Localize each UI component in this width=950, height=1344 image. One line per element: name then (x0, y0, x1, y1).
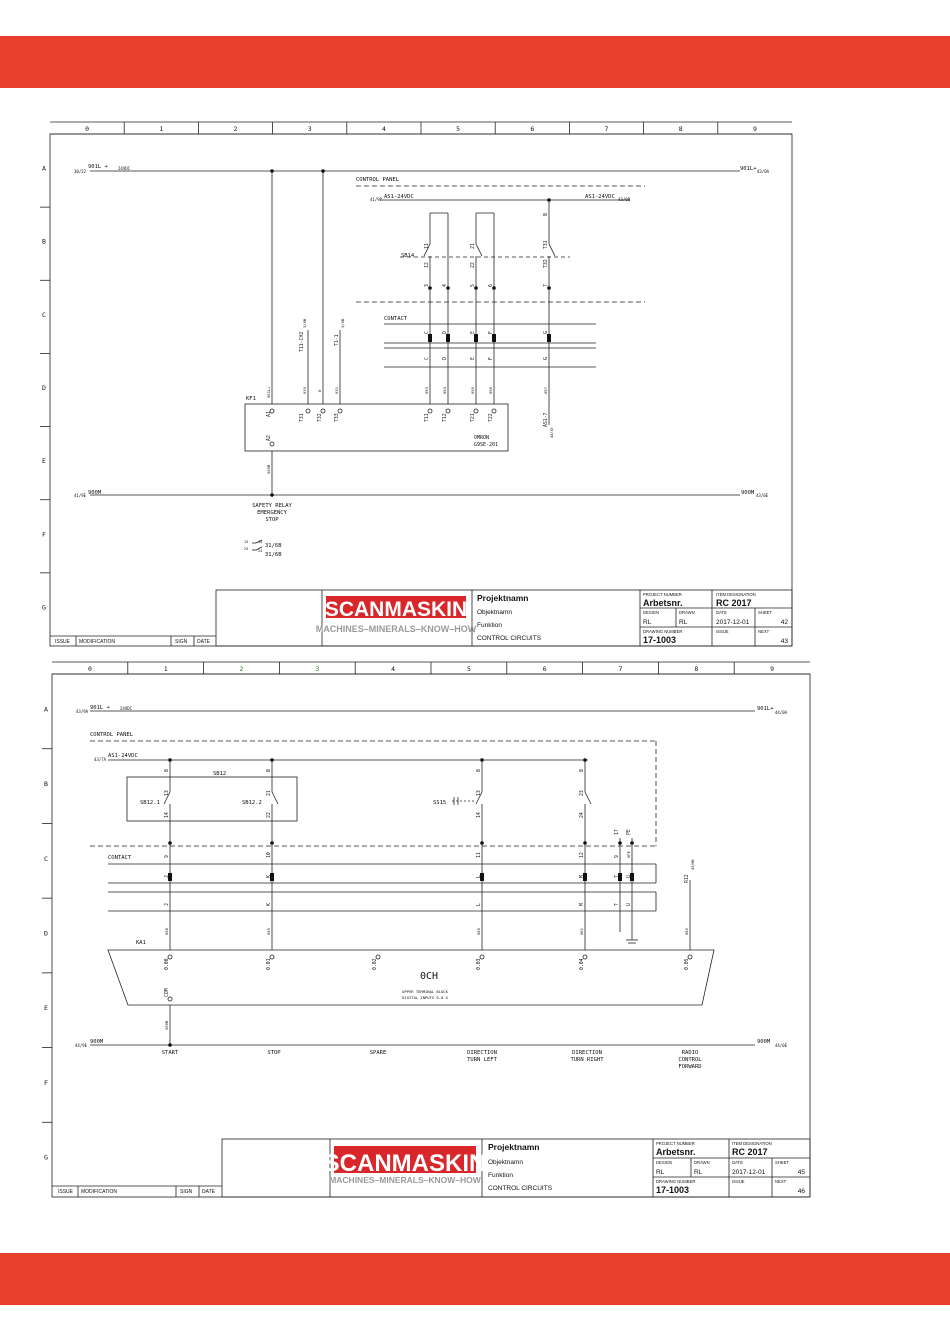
svg-text:ITEM DESIGNATION: ITEM DESIGNATION (732, 1141, 772, 1146)
svg-text:10: 10 (267, 852, 272, 858)
svg-text:901L+: 901L+ (740, 166, 757, 172)
svg-text:DIRECTION: DIRECTION (572, 1050, 602, 1056)
sheet2-tagline: MACHINES–MINERALS–KNOW–HOW (329, 1175, 481, 1185)
svg-text:E: E (471, 331, 476, 334)
sheet1-col-4: 4 (381, 125, 386, 133)
svg-text:C: C (425, 331, 430, 334)
svg-text:D: D (443, 331, 448, 334)
svg-text:ISSUE: ISSUE (716, 629, 729, 634)
svg-text:PROJECT NUMBER: PROJECT NUMBER (643, 592, 682, 597)
svg-text:0.04: 0.04 (580, 958, 585, 970)
svg-text:R12: R12 (685, 874, 690, 883)
svg-text:SPARE: SPARE (369, 1050, 387, 1056)
sheet2-col-0: 0 (87, 665, 92, 673)
sheet1-row-C: C (42, 310, 46, 319)
svg-text:C: C (425, 357, 430, 360)
svg-text:0CH: 0CH (420, 971, 439, 982)
svg-text:31/6B: 31/6B (265, 543, 282, 549)
svg-text:MODIFICATION: MODIFICATION (79, 639, 116, 645)
svg-text:T11-CH2: T11-CH2 (300, 331, 305, 352)
svg-text:9: 9 (165, 855, 170, 858)
svg-text:062: 062 (684, 928, 689, 935)
svg-text:24VDC: 24VDC (118, 166, 131, 171)
sheet1-col-2: 2 (233, 125, 238, 133)
svg-text:8: 8 (580, 769, 585, 772)
svg-text:L: L (477, 875, 482, 878)
svg-text:0.05: 0.05 (685, 958, 690, 970)
svg-text:0PE: 0PE (626, 851, 631, 858)
svg-text:ISSUE: ISSUE (55, 639, 71, 645)
sheet2-col-2: 2 (239, 665, 244, 673)
svg-text:STOP: STOP (265, 517, 279, 523)
sheet1-frame (50, 134, 792, 646)
svg-text:M: M (580, 903, 585, 906)
svg-text:13: 13 (477, 790, 482, 796)
svg-text:45/0B: 45/0B (691, 859, 695, 870)
sheet1-col-8: 8 (678, 125, 683, 133)
svg-text:NEXT: NEXT (775, 1179, 787, 1184)
svg-text:17: 17 (615, 829, 620, 835)
sheet2-row-E: E (44, 1004, 48, 1013)
svg-text:11: 11 (425, 243, 430, 249)
svg-text:4: 4 (443, 284, 448, 287)
svg-text:DIRECTION: DIRECTION (467, 1050, 497, 1056)
svg-text:CONTROL: CONTROL (678, 1057, 702, 1063)
svg-text:12: 12 (425, 262, 430, 268)
sheet2-row-D: D (44, 929, 48, 938)
svg-text:RADIO: RADIO (681, 1050, 699, 1056)
svg-text:30/22: 30/22 (74, 169, 87, 174)
svg-text:900M: 900M (741, 490, 755, 496)
svg-text:Funktion: Funktion (488, 1172, 513, 1179)
svg-text:K: K (267, 903, 272, 906)
sheet2-row-C: C (44, 854, 48, 863)
svg-text:J: J (165, 903, 170, 906)
svg-text:CONTACT: CONTACT (108, 855, 132, 861)
sheet1-col-6: 6 (530, 125, 535, 133)
svg-text:DATE: DATE (197, 639, 210, 645)
svg-text:3: 3 (425, 284, 430, 287)
svg-text:CONTROL CIRCUITS: CONTROL CIRCUITS (477, 635, 542, 642)
svg-text:T: T (615, 903, 620, 906)
sheet2-junctions (168, 758, 634, 1047)
svg-text:T22: T22 (489, 413, 494, 422)
svg-text:T32: T32 (544, 259, 549, 268)
svg-text:14: 14 (165, 812, 170, 818)
svg-text:DATE: DATE (716, 610, 727, 615)
svg-text:SB12.2: SB12.2 (242, 800, 262, 806)
svg-text:RL: RL (679, 619, 688, 626)
svg-text:F: F (489, 357, 494, 360)
svg-text:DATE: DATE (202, 1189, 215, 1195)
svg-text:Projektnamn: Projektnamn (477, 593, 529, 603)
svg-text:44/0E: 44/0E (775, 1043, 788, 1048)
svg-text:055: 055 (470, 387, 475, 394)
svg-text:43/7A: 43/7A (94, 757, 107, 762)
svg-text:039: 039 (302, 387, 307, 394)
svg-text:21: 21 (267, 790, 272, 796)
sheet2-row-A: A (44, 705, 48, 714)
sheet1-row-A: A (42, 164, 46, 173)
svg-text:057: 057 (543, 387, 548, 394)
svg-text:17-1003: 17-1003 (656, 1185, 690, 1195)
svg-text:058: 058 (164, 928, 169, 935)
svg-text:Arbetsnr.: Arbetsnr. (656, 1147, 696, 1157)
svg-text:056: 056 (488, 387, 493, 394)
svg-text:24: 24 (580, 812, 585, 818)
svg-text:901L+: 901L+ (757, 706, 774, 712)
svg-text:CONTROL PANEL: CONTROL PANEL (356, 177, 400, 183)
svg-text:24: 24 (258, 549, 263, 553)
svg-text:MODIFICATION: MODIFICATION (81, 1189, 118, 1195)
sheet2-col-7: 7 (618, 665, 623, 673)
svg-text:031: 031 (334, 387, 339, 394)
svg-text:SIGN: SIGN (180, 1189, 193, 1195)
svg-text:ITEM DESIGNATION: ITEM DESIGNATION (716, 592, 756, 597)
svg-text:Objektnamn: Objektnamn (488, 1159, 524, 1166)
svg-text:900M: 900M (164, 1020, 169, 1030)
svg-text:Projektnamn: Projektnamn (488, 1142, 540, 1152)
sheet1-col-9: 9 (752, 125, 757, 133)
svg-text:13: 13 (165, 790, 170, 796)
svg-text:T1-1: T1-1 (335, 334, 340, 346)
sheet2-row-F: F (44, 1078, 48, 1087)
svg-text:12: 12 (580, 852, 585, 858)
svg-text:23: 23 (580, 790, 585, 796)
svg-text:0.03: 0.03 (477, 958, 482, 970)
sheet1-col-0: 0 (85, 125, 90, 133)
svg-text:M: M (580, 875, 585, 878)
svg-text:21: 21 (471, 243, 476, 249)
svg-text:44/9E: 44/9E (75, 1043, 88, 1048)
sheet2-col-1: 1 (163, 665, 168, 673)
svg-text:DRAWING NUMBER: DRAWING NUMBER (656, 1179, 696, 1184)
svg-text:AS1-24VDC: AS1-24VDC (585, 194, 615, 200)
svg-text:901L +: 901L + (90, 705, 110, 711)
svg-text:E: E (471, 357, 476, 360)
svg-text:AS1-7: AS1-7 (544, 412, 549, 427)
svg-text:G9SE-201: G9SE-201 (474, 442, 499, 448)
svg-text:AS1-24VDC: AS1-24VDC (108, 753, 138, 759)
svg-text:STOP: STOP (267, 1050, 281, 1056)
svg-text:Arbetsnr.: Arbetsnr. (643, 598, 683, 608)
svg-text:46: 46 (797, 1188, 805, 1195)
svg-text:L: L (477, 903, 482, 906)
svg-text:FORWARD: FORWARD (678, 1064, 702, 1070)
sheet2-logo: SCANMASKIN (323, 1150, 487, 1177)
svg-text:T12: T12 (443, 413, 448, 422)
svg-text:22: 22 (471, 262, 476, 268)
svg-text:900M: 900M (757, 1039, 771, 1045)
svg-text:TURN RIGHT: TURN RIGHT (570, 1057, 604, 1063)
svg-text:RL: RL (656, 1169, 665, 1176)
svg-text:DESIGN: DESIGN (643, 610, 660, 615)
svg-text:24VDC: 24VDC (120, 706, 133, 711)
svg-text:901L +: 901L + (88, 164, 108, 170)
svg-text:DRAWN: DRAWN (694, 1160, 710, 1165)
sheet2-col-8: 8 (694, 665, 699, 673)
svg-text:G: G (544, 331, 549, 334)
svg-text:T33: T33 (335, 413, 340, 422)
svg-text:44/0A: 44/0A (775, 710, 788, 715)
svg-text:2017-12-01: 2017-12-01 (732, 1169, 766, 1176)
svg-text:2017-12-01: 2017-12-01 (716, 619, 750, 626)
svg-text:900M: 900M (90, 1039, 104, 1045)
svg-text:DATE: DATE (732, 1160, 743, 1165)
svg-text:D: D (443, 357, 448, 360)
svg-text:22: 22 (267, 812, 272, 818)
svg-text:7: 7 (544, 284, 549, 287)
sheet1-labels (74, 164, 770, 558)
sheet-2 (42, 662, 810, 1197)
sheet2-row-G: G (44, 1153, 48, 1162)
svg-text:OMRON: OMRON (474, 435, 490, 441)
svg-text:SB12: SB12 (213, 771, 227, 777)
svg-text:43/0A: 43/0A (757, 169, 770, 174)
svg-text:43/9A: 43/9A (76, 709, 89, 714)
svg-text:8: 8 (267, 769, 272, 772)
svg-text:T32: T32 (318, 413, 323, 422)
svg-text:SHEET: SHEET (758, 610, 772, 615)
svg-text:TURN LEFT: TURN LEFT (467, 1057, 497, 1063)
svg-text:A2: A2 (267, 435, 272, 441)
svg-text:0.02: 0.02 (373, 958, 378, 970)
svg-text:8: 8 (477, 769, 482, 772)
sheet2-row-B: B (44, 780, 48, 789)
svg-text:8: 8 (317, 389, 322, 392)
svg-text:DESIGN: DESIGN (656, 1160, 673, 1165)
svg-text:41/9B: 41/9B (370, 197, 383, 202)
svg-text:ISSUE: ISSUE (58, 1189, 74, 1195)
sheet1-row-D: D (42, 384, 46, 392)
svg-text:Funktion: Funktion (477, 622, 502, 629)
svg-text:3/0B: 3/0B (302, 318, 307, 328)
sheet1-col-1: 1 (159, 125, 164, 133)
sheet1-col-5: 5 (456, 125, 461, 133)
svg-text:UPPER TERMINAL BLOCK: UPPER TERMINAL BLOCK (402, 989, 448, 994)
svg-text:0.00: 0.00 (165, 958, 170, 970)
svg-text:COM: COM (165, 988, 170, 997)
svg-text:START: START (161, 1050, 179, 1056)
svg-text:901L+: 901L+ (266, 386, 271, 398)
sheet1-junctions (270, 169, 551, 497)
svg-text:PROJECT NUMBER: PROJECT NUMBER (656, 1141, 695, 1146)
svg-text:11: 11 (477, 852, 482, 858)
sheet2-col-9: 9 (770, 665, 775, 673)
sheet1-row-F: F (42, 530, 46, 539)
svg-text:900M: 900M (88, 490, 102, 496)
svg-text:T: T (615, 875, 620, 878)
svg-text:SHEET: SHEET (775, 1160, 789, 1165)
svg-text:DRAWING NUMBER: DRAWING NUMBER (643, 629, 683, 634)
svg-text:SAFETY RELAY: SAFETY RELAY (252, 503, 292, 509)
svg-text:CONTACT: CONTACT (384, 316, 408, 322)
svg-text:U: U (627, 903, 632, 906)
svg-text:KA1: KA1 (136, 940, 146, 946)
svg-text:CONTROL CIRCUITS: CONTROL CIRCUITS (488, 1185, 553, 1192)
sheet1-logo: SCANMASKIN (324, 598, 468, 621)
svg-text:K: K (267, 875, 272, 878)
svg-text:0.01: 0.01 (267, 958, 272, 970)
svg-text:45: 45 (797, 1169, 805, 1176)
svg-text:KF1: KF1 (246, 396, 256, 402)
svg-text:059: 059 (266, 928, 271, 935)
svg-text:A1: A1 (267, 411, 272, 417)
kf1-relay-box (245, 404, 508, 451)
svg-text:17-1003: 17-1003 (643, 635, 677, 645)
svg-text:054: 054 (442, 387, 447, 394)
svg-text:053: 053 (424, 387, 429, 394)
sheet1-row-E: E (42, 457, 46, 466)
svg-text:43/0B: 43/0B (618, 197, 631, 202)
svg-text:U: U (627, 875, 632, 878)
svg-text:T21: T21 (471, 413, 476, 422)
svg-text:DRAWN: DRAWN (679, 610, 695, 615)
svg-text:3/0B: 3/0B (340, 318, 345, 328)
sheet1-col-7: 7 (604, 125, 609, 133)
svg-text:44/3E: 44/3E (550, 427, 554, 438)
svg-text:CONTROL PANEL: CONTROL PANEL (90, 732, 134, 738)
svg-text:9: 9 (615, 855, 620, 858)
svg-text:T31: T31 (300, 413, 305, 422)
sheet1-col-3: 3 (307, 125, 312, 133)
svg-text:NEXT: NEXT (758, 629, 770, 634)
sheet2-col-5: 5 (466, 665, 471, 673)
sheet1-row-B: B (42, 237, 46, 246)
svg-text:ISSUE: ISSUE (732, 1179, 745, 1184)
svg-text:PE: PE (627, 829, 632, 835)
svg-text:J: J (165, 875, 170, 878)
svg-text:SIGN: SIGN (175, 639, 188, 645)
svg-text:F: F (489, 331, 494, 334)
svg-text:43/0E: 43/0E (756, 493, 769, 498)
svg-text:SS15: SS15 (433, 800, 447, 806)
svg-text:EMERGENCY: EMERGENCY (257, 510, 287, 516)
svg-text:31/6B: 31/6B (265, 552, 282, 558)
svg-text:43: 43 (780, 638, 788, 645)
svg-text:061: 061 (579, 928, 584, 935)
svg-text:8: 8 (544, 213, 549, 216)
svg-text:Objektnamn: Objektnamn (477, 609, 513, 616)
svg-text:T11: T11 (425, 413, 430, 422)
svg-text:RC 2017: RC 2017 (716, 598, 752, 608)
svg-text:13: 13 (244, 540, 249, 544)
svg-text:T31: T31 (544, 240, 549, 249)
svg-text:RC 2017: RC 2017 (732, 1147, 768, 1157)
svg-text:41/9E: 41/9E (74, 493, 87, 498)
sheet1-row-G: G (42, 603, 46, 612)
svg-text:RL: RL (643, 619, 652, 626)
svg-text:AS1-24VDC: AS1-24VDC (384, 194, 414, 200)
svg-text:23: 23 (244, 547, 249, 551)
sheet2-col-3: 3 (315, 665, 320, 673)
svg-text:060: 060 (476, 928, 481, 935)
svg-text:8: 8 (165, 769, 170, 772)
sheet2-row-letters (44, 705, 48, 1161)
svg-text:14: 14 (258, 540, 263, 544)
svg-text:5: 5 (471, 284, 476, 287)
svg-text:RL: RL (694, 1169, 703, 1176)
svg-text:G: G (544, 357, 549, 360)
svg-text:14: 14 (477, 812, 482, 818)
sheet2-col-6: 6 (542, 665, 547, 673)
sheet-1 (40, 122, 792, 646)
sheet1-row-letters (42, 165, 46, 612)
svg-text:900M: 900M (266, 464, 271, 474)
svg-text:DIGITAL INPUTS 0.0 X: DIGITAL INPUTS 0.0 X (402, 995, 448, 1000)
svg-text:SB12.1: SB12.1 (140, 800, 160, 806)
sheet1-tagline: MACHINES–MINERALS–KNOW–HOW (315, 624, 477, 634)
sheet2-col-4: 4 (391, 665, 396, 673)
svg-text:6: 6 (489, 284, 494, 287)
svg-text:42: 42 (780, 619, 788, 626)
svg-text:SB14: SB14 (401, 253, 415, 259)
